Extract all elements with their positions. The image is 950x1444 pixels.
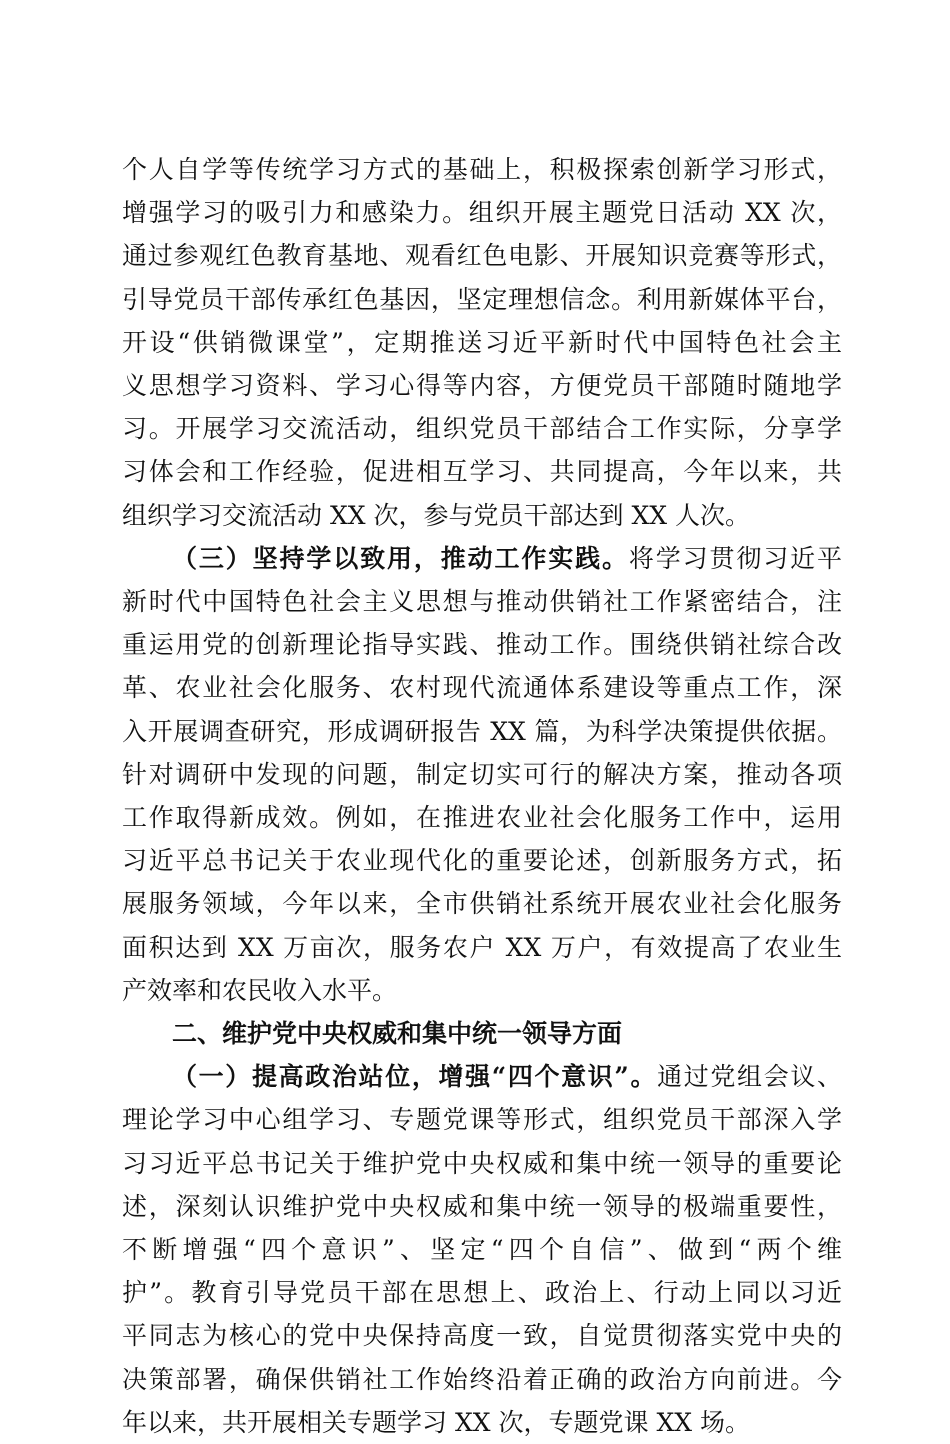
- paragraph-line: 增强学习的吸引力和感染力。组织开展主题党日活动 XX 次，: [122, 198, 842, 228]
- paragraph-line: 工作取得新成效。例如，在推进农业社会化服务工作中，运用: [122, 803, 842, 833]
- paragraph-line: 习体会和工作经验，促进相互学习、共同提高，今年以来，共: [122, 457, 842, 487]
- paragraph-line: 年以来，共开展相关专题学习 XX 次，专题党课 XX 场。: [122, 1407, 750, 1437]
- section-title: 二、维护党中央权威和集中统一领导方面: [172, 1019, 623, 1049]
- paragraph-line: 习。开展学习交流活动，组织党员干部结合工作实际，分享学: [122, 414, 842, 444]
- paragraph-line: 展服务领域，今年以来，全市供销社系统开展农业社会化服务: [122, 889, 842, 919]
- sub1-heading: （一）提高政治站位，增强“四个意识”。: [172, 1062, 658, 1092]
- paragraph-line: 理论学习中心组学习、专题党课等形式，组织党员干部深入学: [122, 1105, 842, 1135]
- paragraph-line: 习近平总书记关于农业现代化的重要论述，创新服务方式，拓: [122, 846, 842, 876]
- paragraph-line: 新时代中国特色社会主义思想与推动供销社工作紧密结合，注: [122, 587, 842, 617]
- document-body: [122, 148, 842, 1444]
- paragraph-line: 决策部署，确保供销社工作始终沿着正确的政治方向前进。今: [122, 1364, 842, 1394]
- paragraph-line: 开设“供销微课堂”，定期推送习近平新时代中国特色社会主: [122, 327, 842, 357]
- paragraph-line: 个人自学等传统学习方式的基础上，积极探索创新学习形式，: [122, 155, 842, 184]
- paragraph-line: 义思想学习资料、学习心得等内容，方便党员干部随时随地学: [122, 371, 842, 401]
- paragraph-line: 革、农业社会化服务、农村现代流通体系建设等重点工作，深: [122, 673, 842, 703]
- paragraph-line: 通过参观红色教育基地、观看红色电影、开展知识竞赛等形式，: [122, 241, 842, 271]
- paragraph-line: 入开展调查研究，形成调研报告 XX 篇，为科学决策提供依据。: [122, 716, 842, 746]
- paragraph-line: 面积达到 XX 万亩次，服务农户 XX 万户，有效提高了农业生: [122, 932, 842, 962]
- paragraph-line: 针对调研中发现的问题，制定切实可行的解决方案，推动各项: [122, 759, 842, 789]
- paragraph-line: 产效率和农民收入水平。: [122, 975, 398, 1005]
- paragraph-line: 护”。教育引导党员干部在思想上、政治上、行动上同以习近: [122, 1278, 842, 1308]
- paragraph-line: 重运用党的创新理论指导实践、推动工作。围绕供销社综合改: [122, 630, 842, 660]
- section3-heading: （三）坚持学以致用，推动工作实践。: [172, 543, 629, 573]
- paragraph-line: 习习近平总书记关于维护党中央权威和集中统一领导的重要论: [122, 1148, 842, 1178]
- paragraph-line: 述，深刻认识维护党中央权威和集中统一领导的极端重要性，: [122, 1191, 842, 1221]
- section3-first-line: [122, 537, 842, 580]
- sub1-first-line: [122, 1055, 842, 1098]
- section3-first-rest: 将学习贯彻习近平: [628, 543, 842, 573]
- paragraph-line: 不断增强“四个意识”、坚定“四个自信”、做到“两个维: [122, 1235, 842, 1265]
- paragraph-line: 组织学习交流活动 XX 次，参与党员干部达到 XX 人次。: [122, 500, 750, 530]
- paragraph-line: 平同志为核心的党中央保持高度一致，自觉贯彻落实党中央的: [122, 1321, 842, 1351]
- paragraph-line: 引导党员干部传承红色基因，坚定理想信念。利用新媒体平台，: [122, 284, 842, 314]
- sub1-first-rest: 通过党组会议、: [657, 1062, 842, 1092]
